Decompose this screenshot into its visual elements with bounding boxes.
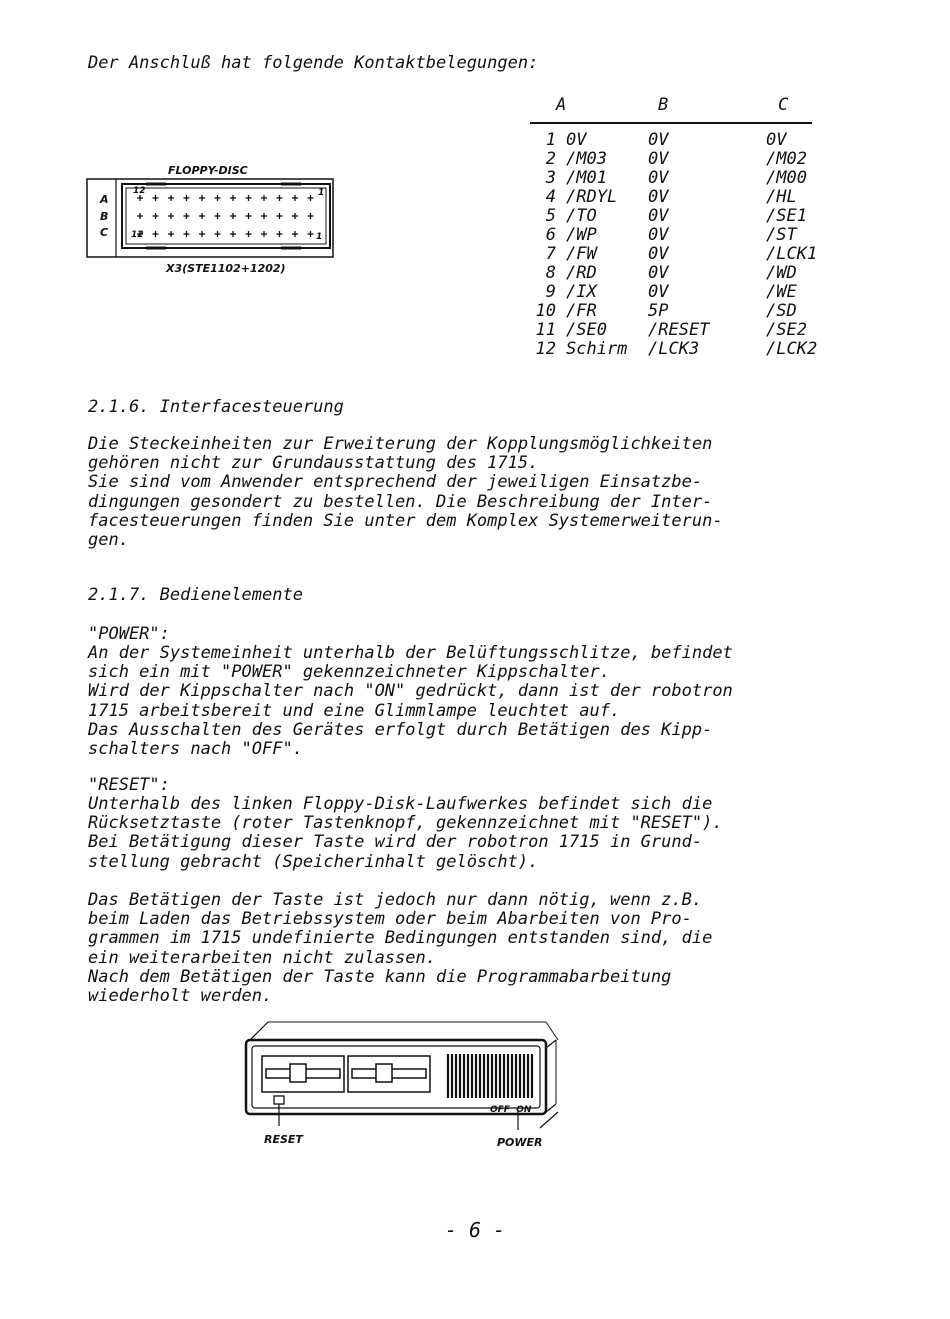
reset-button-label: RESET [264,1133,303,1146]
cell-a: Schirm [566,339,628,359]
reset-label: "RESET": [88,775,170,795]
cell-a: 0V [566,130,587,150]
page-number: - 6 - [444,1218,506,1242]
cell-b: 0V [648,282,669,302]
pin-mark: 12 [133,186,146,196]
connector-row-label: C [100,226,109,239]
intro-text: Der Anschluß hat folgende Kontaktbelegungen: [88,53,539,73]
cell-a: /SE0 [566,320,607,340]
pin-number: 10 [535,301,556,321]
cell-b: 0V [648,244,669,264]
pin-number: 5 [545,206,556,226]
cell-b: 0V [648,130,669,150]
column-header: A [556,95,567,115]
cell-b: /RESET [648,320,710,340]
column-header: C [778,95,789,115]
cell-b: 0V [648,225,669,245]
cell-a: /RDYL [566,187,618,207]
pin-mark: 12 [131,230,144,240]
pin-number: 9 [545,282,556,302]
pin-number: 6 [545,225,556,245]
device-front-panel [240,1018,570,1138]
pin-mark: 1 [318,188,325,198]
cell-c: /WE [766,282,797,302]
cell-c: /SE1 [766,206,807,226]
cell-a: /WP [566,225,597,245]
cell-b: 5P [648,301,669,321]
cell-c: /LCK2 [766,339,818,359]
cell-c: /ST [766,225,797,245]
pin-number: 11 [535,320,556,340]
cell-c: /WD [766,263,797,283]
connector-caption: X3(STE1102+1202) [166,262,286,275]
cell-a: /M01 [566,168,607,188]
power-description: An der Systemeinheit unterhalb der Belüftungsschlitze, befindet sich ein mit "POWER" gekennzeichneter Kippschalter. Wird der Kippschalter nach "ON" gedrückt, dann ist der robotron 1715 arbeitsbereit und eine Glimmlampe leuchtet auf. Das Ausschalten des Gerätes erfolgt durch Betätigen des Kipp- schalters nach "OFF". [88,643,733,760]
cell-c: /LCK1 [766,244,818,264]
cell-c: /M00 [766,168,807,188]
connector-title: FLOPPY-DISC [168,164,248,177]
section-heading: 2.1.6. Interfacesteuerung [88,397,344,417]
column-header: B [658,95,669,115]
pin-number: 12 [535,339,556,359]
pin-number: 7 [545,244,556,264]
cell-b: 0V [648,206,669,226]
cell-a: /M03 [566,149,607,169]
reset-note: Das Betätigen der Taste ist jedoch nur dann nötig, wenn z.B. beim Laden das Betriebssystem oder beim Abarbeiten von Pro- grammen im 1715 undefinierte Bedingungen entstanden sind, die ein weiterarbeiten nicht zulassen. Nach dem Betätigen der Taste kann die Programmabarbeitung wiederholt werden. [88,890,713,1007]
switch-label: OFF ON [490,1105,532,1115]
cell-b: 0V [648,149,669,169]
pin-number: 4 [545,187,556,207]
cell-b: /LCK3 [648,339,700,359]
cell-a: /TO [566,206,597,226]
connector-drawing [86,178,336,260]
power-switch-label: POWER [497,1136,543,1149]
pin-number: 1 [545,130,556,150]
cell-c: /M02 [766,149,807,169]
cell-a: /RD [566,263,597,283]
connector-row-label: B [100,210,109,223]
table-rule [530,122,812,124]
pin-number: 3 [545,168,556,188]
cell-c: /SD [766,301,797,321]
cell-b: 0V [648,187,669,207]
cell-c: /SE2 [766,320,807,340]
reset-description: Unterhalb des linken Floppy-Disk-Laufwerkes befindet sich die Rücksetztaste (roter Tastenknopf, gekennzeichnet mit "RESET"). Bei Betätigung dieser Taste wird der robotron 1715 in Grund- stellung gebracht (Speicherinhalt gelöscht). [88,794,723,872]
power-label: "POWER": [88,624,170,644]
cell-a: /FR [566,301,597,321]
pin-mark: 1 [316,232,323,242]
pin-number: 8 [545,263,556,283]
section-heading: 2.1.7. Bedienelemente [88,585,303,605]
cell-c: 0V [766,130,787,150]
section-body: Die Steckeinheiten zur Erweiterung der Kopplungsmöglichkeiten gehören nicht zur Grundausstattung des 1715. Sie sind vom Anwender entsprechend der jeweiligen Einsatzbe- dingungen gesondert zu bestellen. Die Beschreibung der Inter- facesteuerungen finden Sie unter dem Komplex Systemerweiterun- gen. [88,434,723,551]
cell-a: /IX [566,282,597,302]
cell-b: 0V [648,263,669,283]
cell-b: 0V [648,168,669,188]
cell-c: /HL [766,187,797,207]
connector-row-label: A [100,193,109,206]
pin-number: 2 [545,149,556,169]
cell-a: /FW [566,244,597,264]
